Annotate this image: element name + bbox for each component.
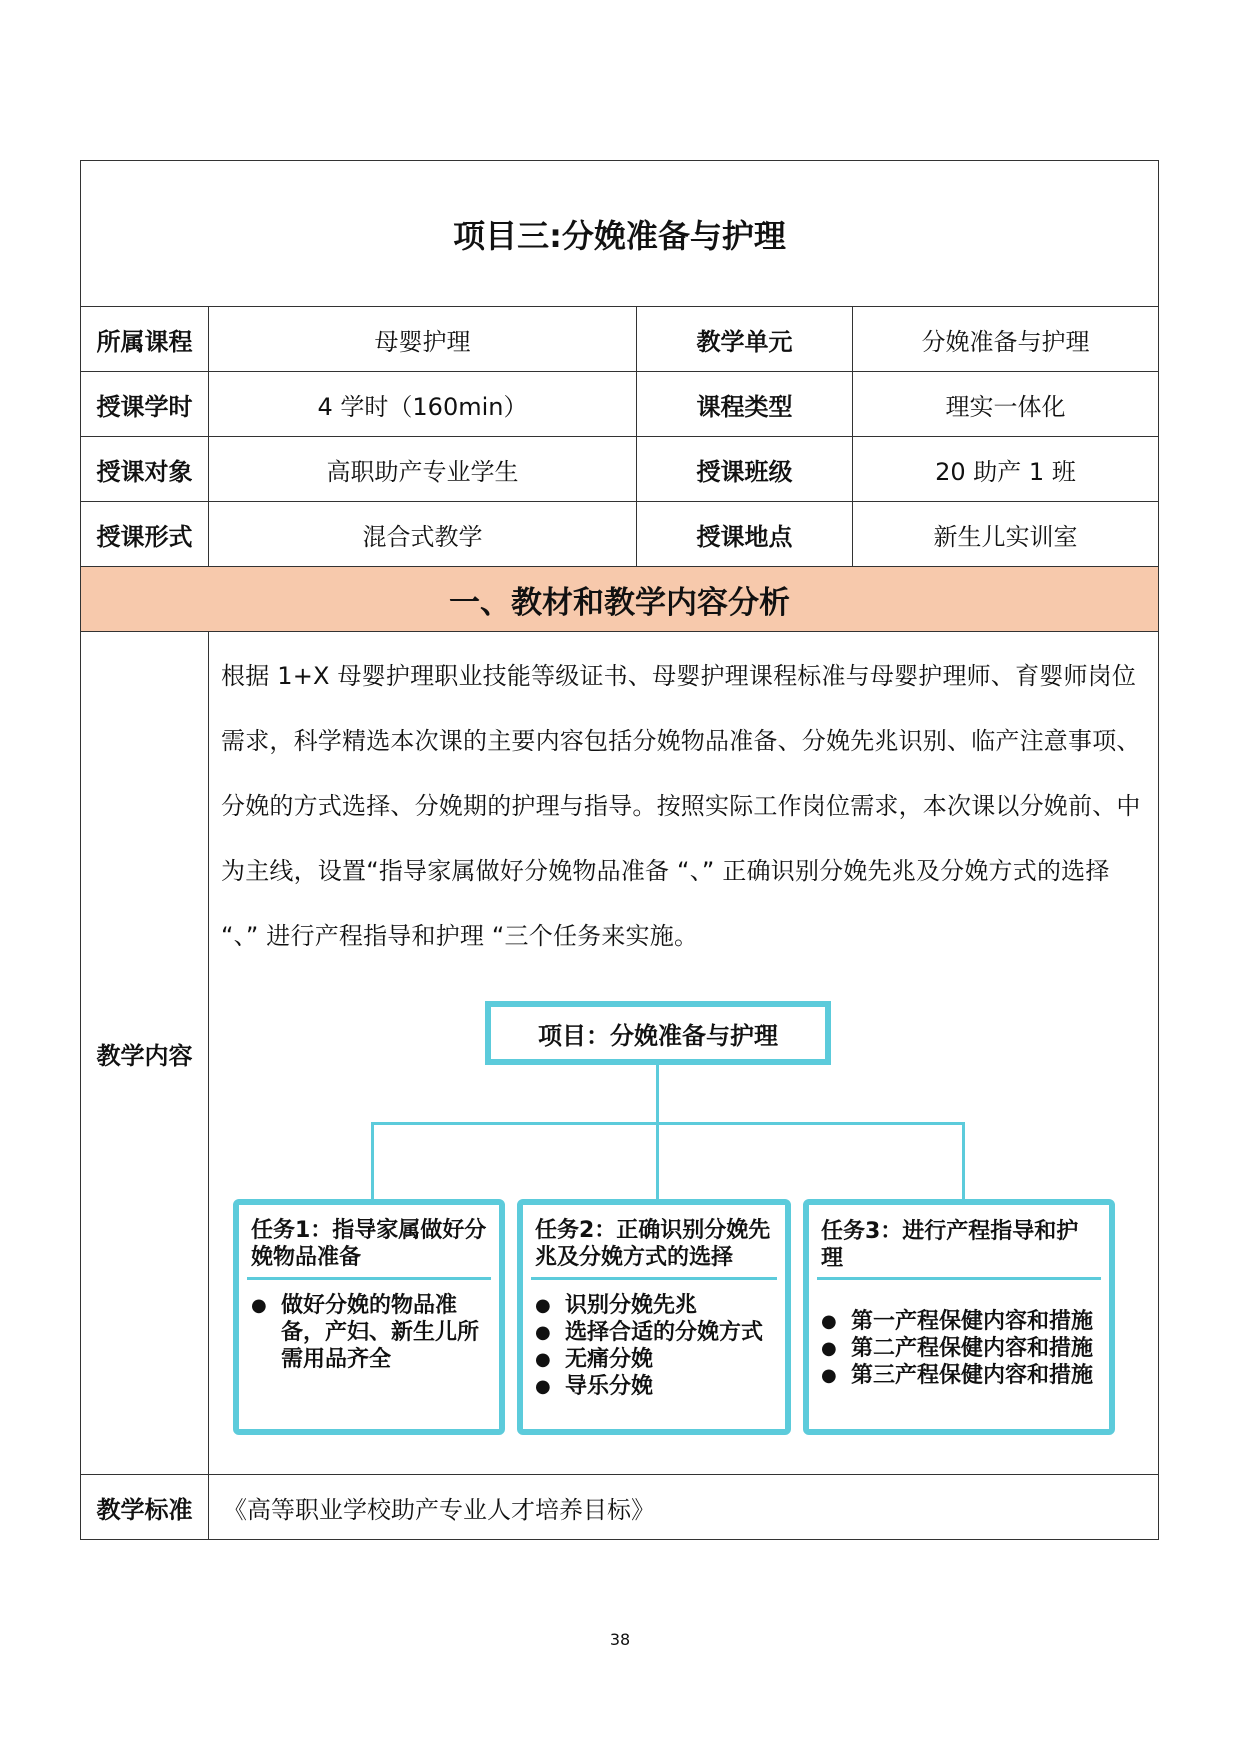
task-item: ● 第一产程保健内容和措施 xyxy=(821,1309,1094,1334)
task-item-list xyxy=(821,1308,1097,1389)
task-item-list xyxy=(251,1292,487,1373)
task-box-1 xyxy=(233,1199,505,1435)
connector-line xyxy=(656,1122,659,1200)
lesson-plan-table xyxy=(80,160,1159,1540)
info-label: 课程类型 xyxy=(637,372,853,437)
task-title: 任务2：正确识别分娩先兆及分娩方式的选择 xyxy=(535,1218,771,1270)
content-paragraph: 根据 1+X 母婴护理职业技能等级证书、母婴护理课程标准与母婴护理师、育婴师岗位需求，科学精选本次课的主要内容包括分娩物品准备、分娩先兆识别、临产注意事项、分娩的方式选择、分娩期的护理与指导。按照实际工作岗位需求，本次课以分娩前、中为主线，设置“指导家属做好分娩物品准备 “、” 正确识别分娩先兆及分娩方式的选择 “、” 进行产程指导和护理 “三个任务来实施。 xyxy=(221,662,1141,950)
task-diagram xyxy=(221,991,1101,1441)
info-value: 混合式教学 xyxy=(209,502,637,567)
bullet-icon: ● xyxy=(821,1338,837,1359)
info-label: 所属课程 xyxy=(81,307,209,372)
task-item: ● 选择合适的分娩方式 xyxy=(535,1320,764,1345)
info-label: 授课班级 xyxy=(637,437,853,502)
page-number: 38 xyxy=(609,1630,631,1649)
info-value: 4 学时（160min） xyxy=(209,372,637,437)
bullet-icon: ● xyxy=(821,1311,837,1332)
info-value: 新生儿实训室 xyxy=(853,502,1159,567)
standard-label: 教学标准 xyxy=(81,1475,209,1540)
info-label: 授课对象 xyxy=(81,437,209,502)
content-label: 教学内容 xyxy=(81,632,209,1475)
standard-value: 《高等职业学校助产专业人才培养目标》 xyxy=(209,1475,1159,1540)
connector-line xyxy=(656,1065,659,1123)
task-divider xyxy=(531,1277,777,1280)
info-value: 分娩准备与护理 xyxy=(853,307,1159,372)
task-box-3 xyxy=(803,1199,1115,1435)
connector-line xyxy=(962,1122,965,1200)
connector-line xyxy=(371,1122,965,1125)
bullet-icon: ● xyxy=(535,1349,551,1370)
bullet-icon: ● xyxy=(251,1295,267,1316)
info-label: 教学单元 xyxy=(637,307,853,372)
task-title: 任务1：指导家属做好分娩物品准备 xyxy=(251,1218,487,1270)
task-divider xyxy=(817,1277,1101,1280)
task-item-list xyxy=(535,1292,773,1400)
info-label: 授课学时 xyxy=(81,372,209,437)
bullet-icon: ● xyxy=(535,1295,551,1316)
bullet-icon: ● xyxy=(535,1322,551,1343)
task-item: ● 做好分娩的物品准备，产妇、新生儿所需用品齐全 xyxy=(251,1293,480,1372)
section-heading: 一、教材和教学内容分析 xyxy=(81,567,1159,632)
bullet-icon: ● xyxy=(535,1376,551,1397)
connector-line xyxy=(371,1122,374,1200)
content-cell xyxy=(209,632,1159,1475)
info-value: 理实一体化 xyxy=(853,372,1159,437)
task-title: 任务3：进行产程指导和护理 xyxy=(821,1219,1079,1271)
info-label: 授课地点 xyxy=(637,502,853,567)
task-item: ● 第三产程保健内容和措施 xyxy=(821,1363,1094,1388)
task-item: ● 导乐分娩 xyxy=(535,1374,654,1399)
diagram-root-box: 项目：分娩准备与护理 xyxy=(485,1001,831,1065)
info-value: 高职助产专业学生 xyxy=(209,437,637,502)
info-value: 20 助产 1 班 xyxy=(853,437,1159,502)
task-box-2 xyxy=(517,1199,791,1435)
task-item: ● 无痛分娩 xyxy=(535,1347,654,1372)
task-item: ● 识别分娩先兆 xyxy=(535,1293,698,1318)
info-value: 母婴护理 xyxy=(209,307,637,372)
page-title: 项目三:分娩准备与护理 xyxy=(81,161,1159,307)
bullet-icon: ● xyxy=(821,1365,837,1386)
task-item: ● 第二产程保健内容和措施 xyxy=(821,1336,1094,1361)
task-divider xyxy=(247,1277,491,1280)
info-label: 授课形式 xyxy=(81,502,209,567)
